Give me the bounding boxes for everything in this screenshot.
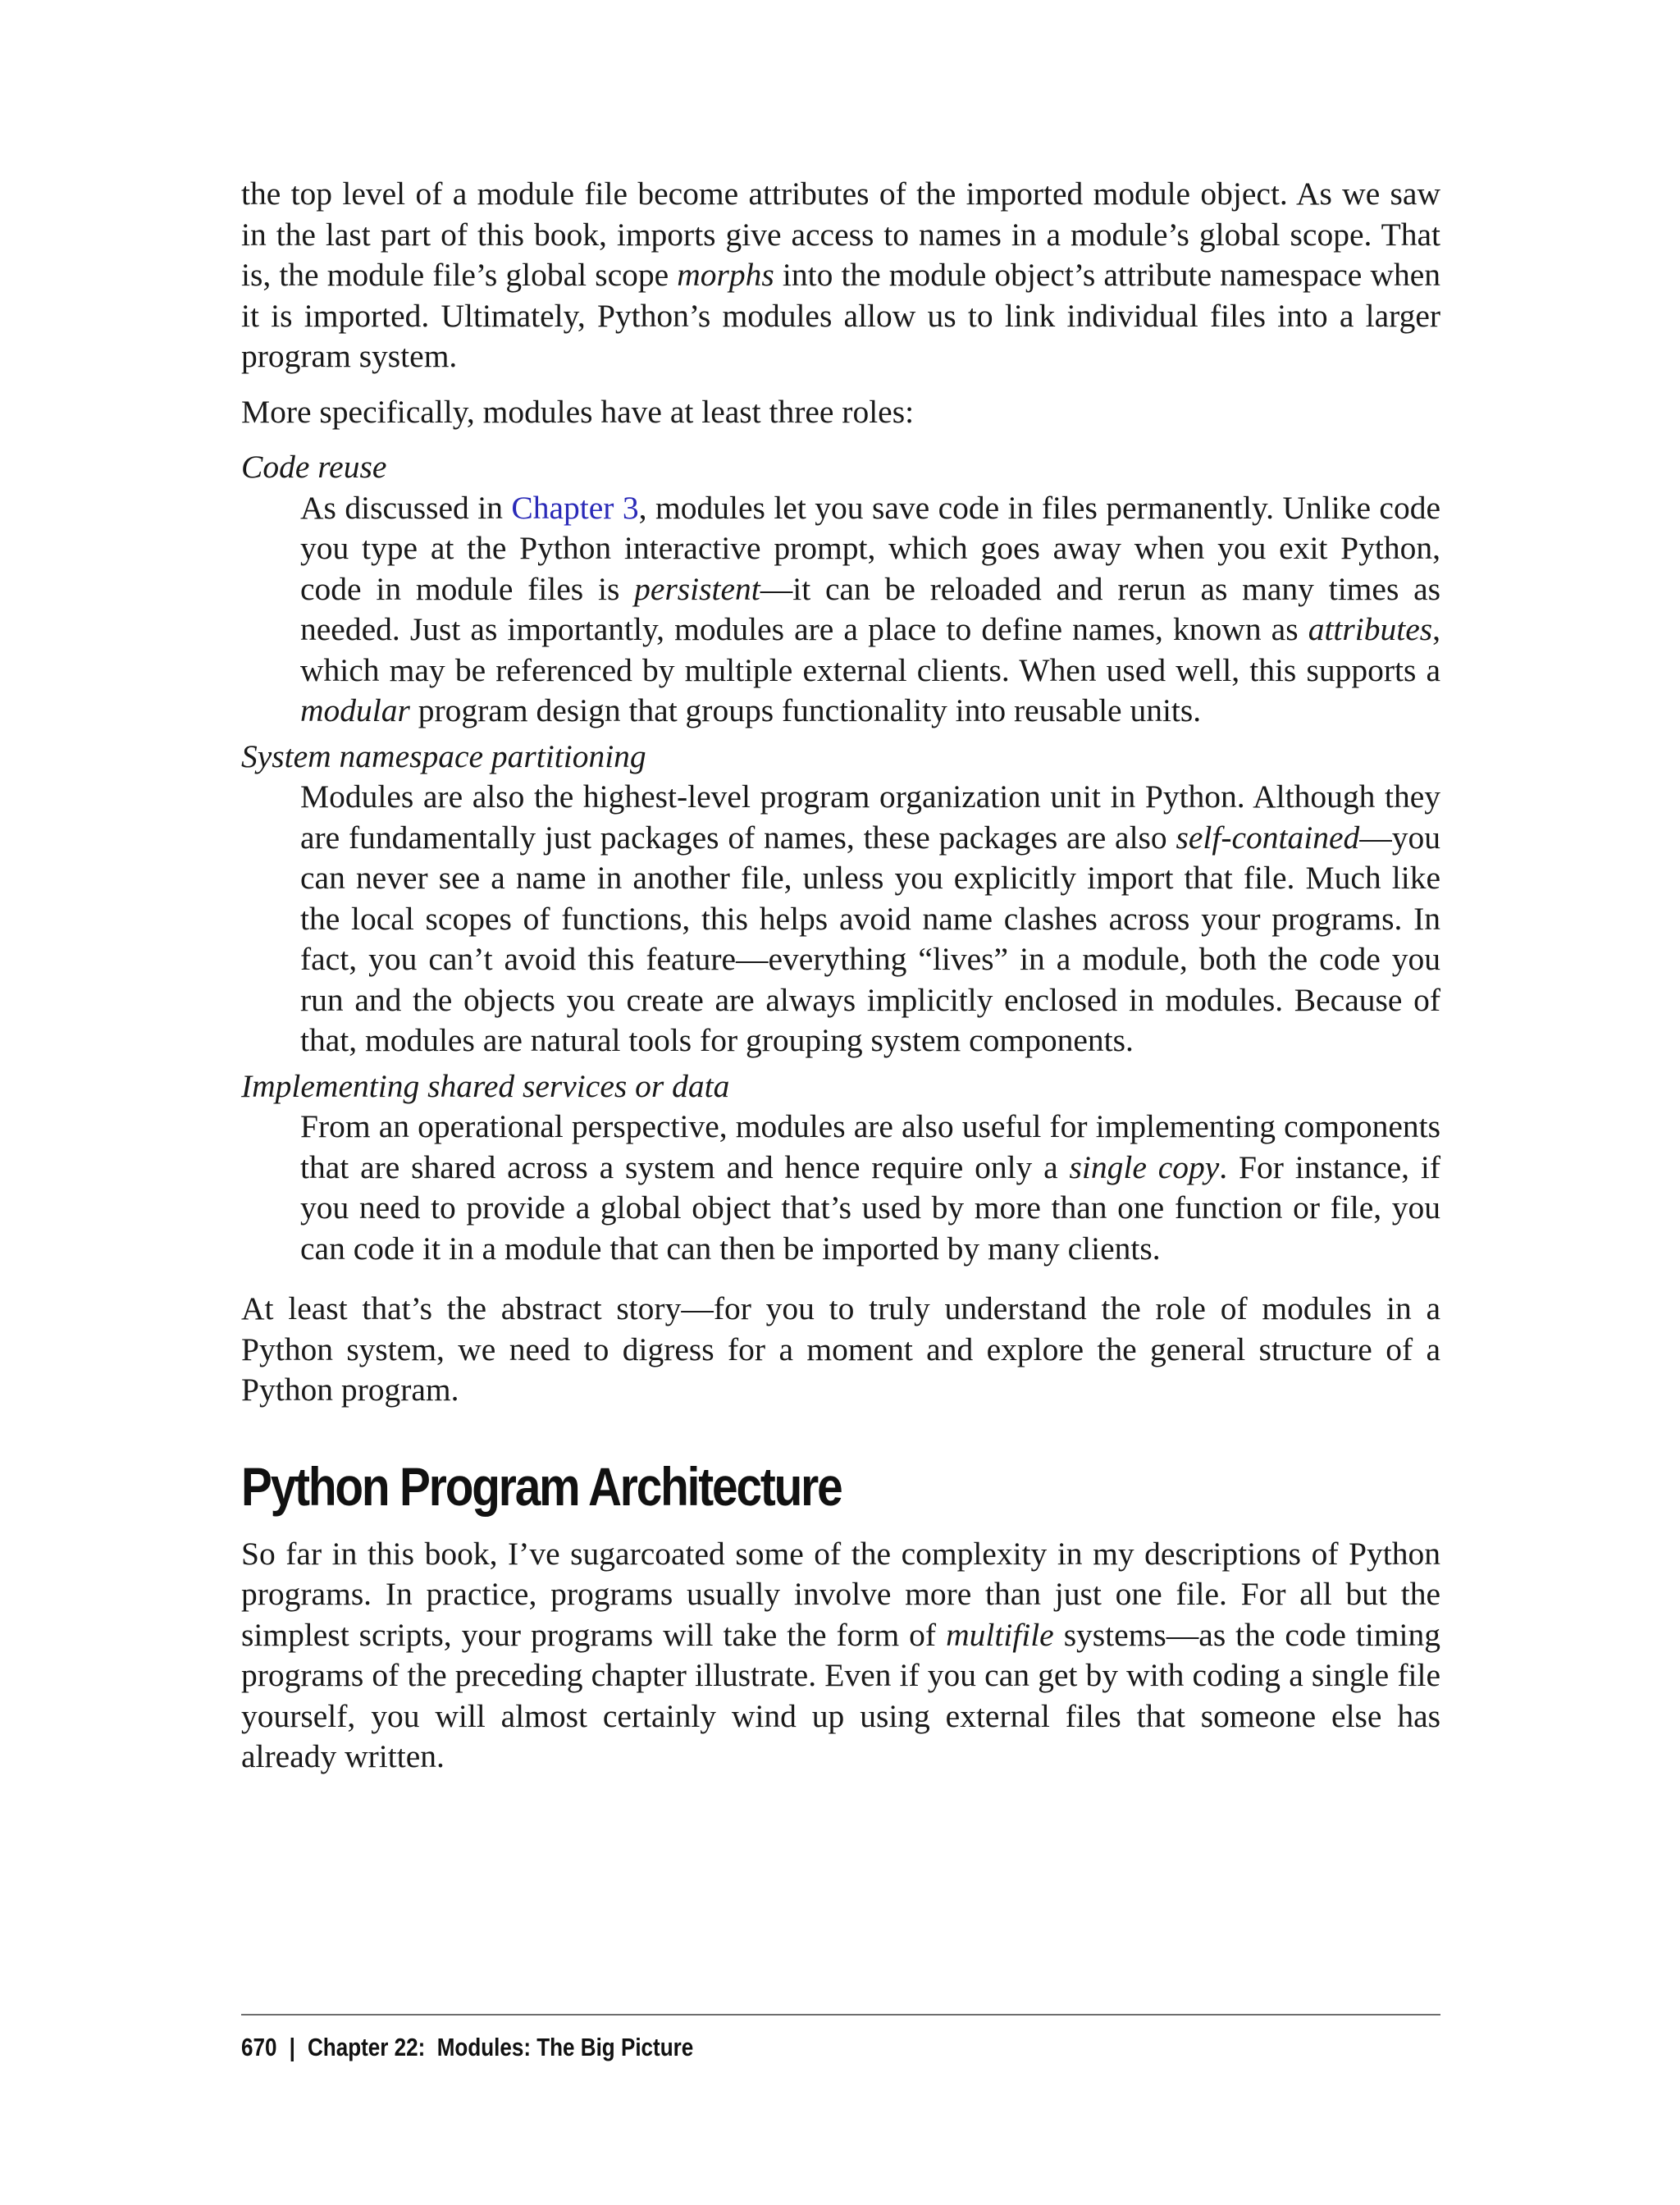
role-term-namespace-partitioning: System namespace partitioning (241, 737, 646, 774)
role-term-shared-services: Implementing shared services or data (241, 1067, 730, 1104)
intro-paragraph (241, 174, 1440, 377)
footer-separator: | (289, 2033, 295, 2061)
role-definition-code-reuse: As discussed in Chapter 3, modules let you save code in files permanently. Unlike code you type at the Python interactive prompt, which goes away when you exit Python, code in module files is persistent—it can be reloaded and rerun as many times as needed. Just as importantly, modules are a place to define names, known as attributes, which may be referenced by multiple external clients. When used well, this supports a modular program design that groups functionality into reusable units. (300, 489, 1441, 728)
role-definition-shared-services: From an operational perspective, modules are also useful for implementing components that are shared across a system and hence require only a single copy. For instance, if you need to provide a global object that’s used by more than one function or file, you can code it in a module that can then be imported by many clients. (300, 1108, 1440, 1267)
intro-emphasis: morphs (677, 257, 774, 293)
chapter-3-link[interactable]: Chapter 3 (511, 489, 639, 526)
role-term-code-reuse: Code reuse (241, 449, 387, 485)
roles-lead-paragraph: More specifically, modules have at least three roles: (241, 393, 915, 430)
page-content (241, 174, 1440, 1778)
intro-text: the top level of a module file become attributes of the imported module object. As we saw in the last part of this book, imports give access to names in a module’s global scope. That is, the module file’s global scope (241, 176, 1440, 293)
section-heading: Python Program Architecture (241, 1455, 842, 1517)
section-paragraph: So far in this book, I’ve sugarcoated some of the complexity in my descriptions of Python programs. In practice, programs usually involve more than just one file. For all but the simplest scripts, your programs will take the form of multifile systems—as the code timing programs of the preceding chapter illustrate. Even if you can get by with coding a single file yourself, you will almost certainly wind up using external files that someone else has already written. (241, 1535, 1441, 1774)
page-footer (241, 2014, 1440, 2063)
running-chapter-title: Chapter 22: Modules: The Big Picture (307, 2033, 694, 2061)
role-definition-namespace-partitioning: Modules are also the highest-level program organization unit in Python. Although they are fundamentally just packages of names, these packages are also self-contained—you can never see a name in another file, unless you explicitly import that file. Much like the local scopes of functions, this helps avoid name clashes across your programs. In fact, you can’t avoid this feature—everything “lives” in a module, both the code you run and the objects you create are always implicitly enclosed in modules. Because of that, modules are natural tools for grouping system components. (300, 778, 1441, 1058)
summary-paragraph: At least that’s the abstract story—for you to truly understand the role of modules in a Python system, we need to digress for a moment and explore the general structure of a Python program. (241, 1290, 1440, 1408)
page-number: 670 (241, 2033, 277, 2061)
intro-text-rest: into the module object’s attribute namespace when it is imported. Ultimately, Python’s modules allow us to link individual files into a larger program system. (241, 257, 1440, 374)
